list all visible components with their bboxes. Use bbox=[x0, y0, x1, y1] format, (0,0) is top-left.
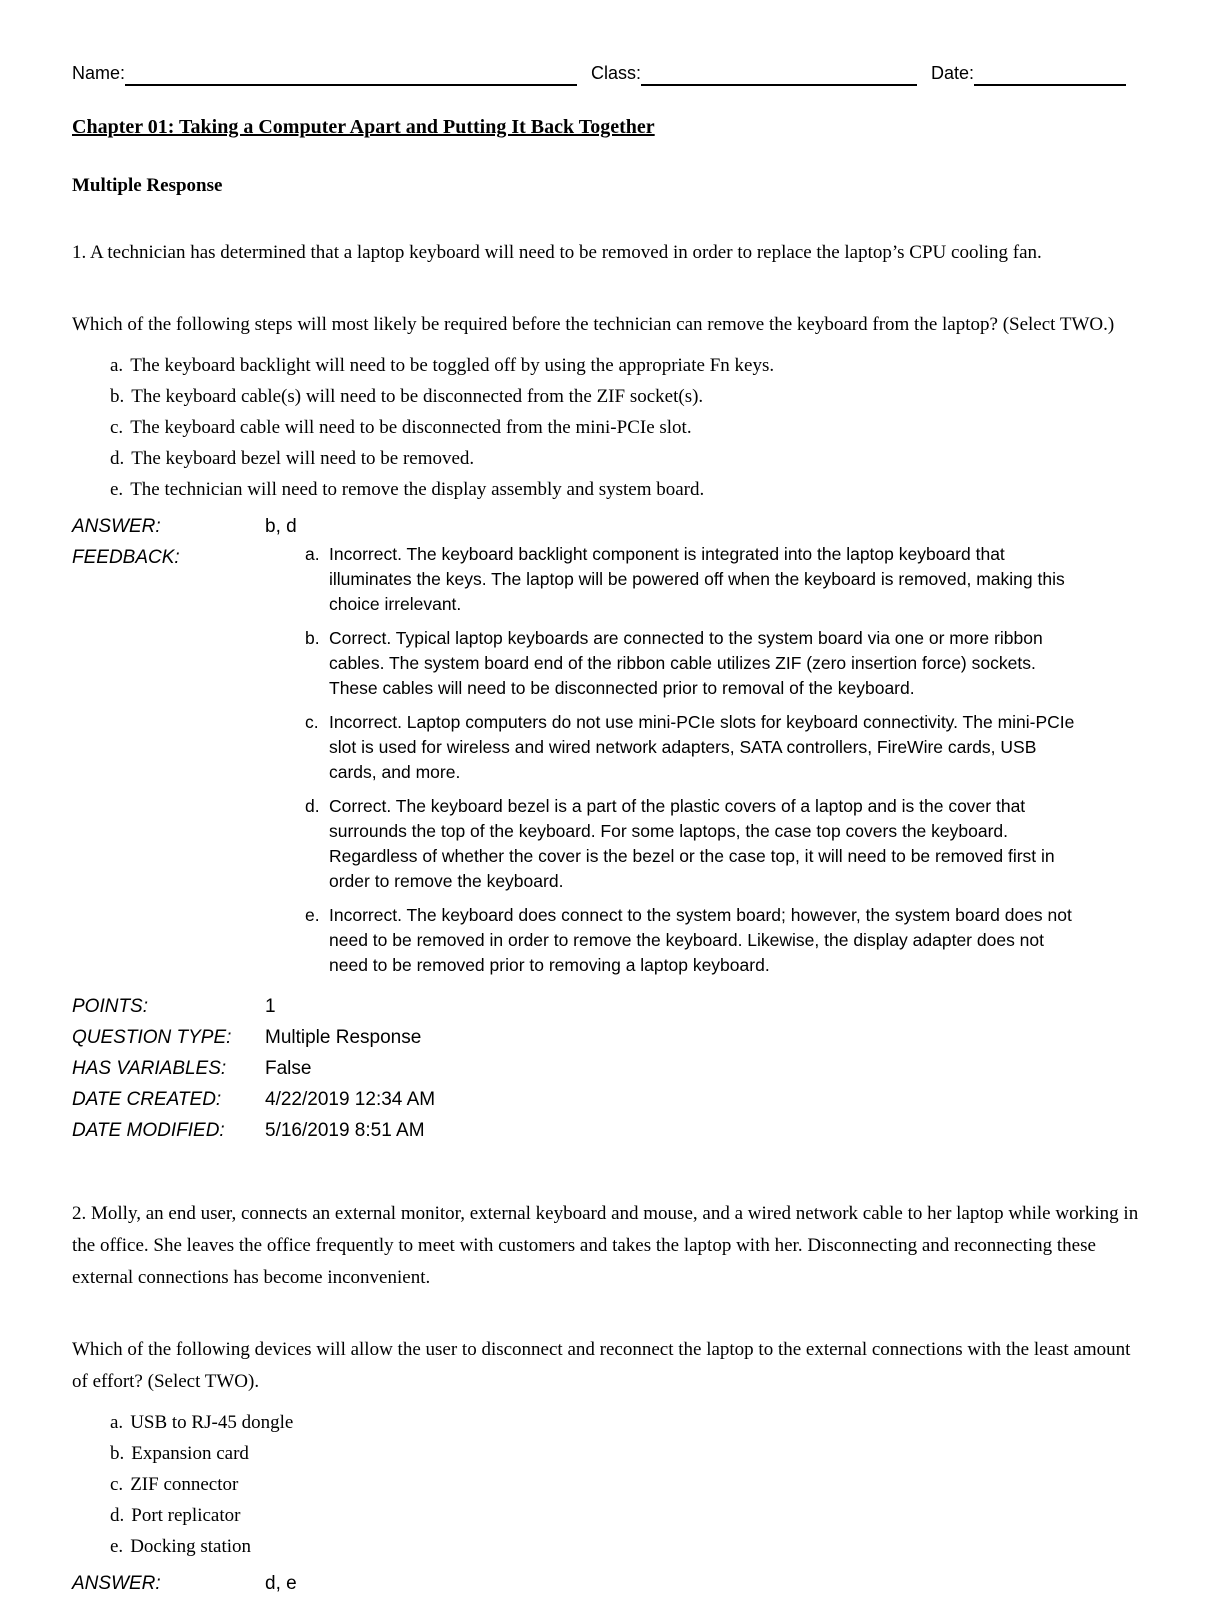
choice-e bbox=[72, 474, 1140, 505]
question-type-row bbox=[72, 1022, 1140, 1053]
answer-label: ANSWER: bbox=[72, 516, 161, 537]
choice-letter: c. bbox=[110, 1474, 124, 1495]
date-modified-row bbox=[72, 1115, 1140, 1146]
name-blank-line bbox=[125, 62, 577, 86]
answer-row bbox=[72, 511, 1140, 542]
choice-text: Expansion card bbox=[131, 1443, 249, 1464]
choice-c bbox=[72, 1469, 1140, 1500]
choice-letter: d. bbox=[110, 448, 125, 469]
question-1 bbox=[72, 237, 1140, 1146]
answer-value: d, e bbox=[265, 1573, 297, 1594]
choice-b bbox=[72, 381, 1140, 412]
feedback-section bbox=[72, 542, 1140, 987]
feedback-text: Incorrect. The keyboard backlight component is integrated into the laptop keyboard that illuminates the keys. The laptop will be powered off when the keyboard is removed, making this choice irrelevant. bbox=[329, 544, 1065, 614]
choice-text: USB to RJ-45 dongle bbox=[130, 1412, 294, 1433]
answer-label: ANSWER: bbox=[72, 1573, 161, 1594]
choice-letter: b. bbox=[110, 1443, 125, 1464]
feedback-item-b bbox=[305, 626, 1087, 701]
choice-d bbox=[72, 1500, 1140, 1531]
feedback-item-e bbox=[305, 903, 1087, 978]
choice-e bbox=[72, 1531, 1140, 1562]
choice-letter: d. bbox=[110, 1505, 125, 1526]
choice-text: Port replicator bbox=[131, 1505, 241, 1526]
choice-text: Docking station bbox=[130, 1536, 252, 1557]
choice-b bbox=[72, 1438, 1140, 1469]
feedback-item-a bbox=[305, 542, 1087, 617]
date-modified-value: 5/16/2019 8:51 AM bbox=[265, 1120, 425, 1141]
choice-d bbox=[72, 443, 1140, 474]
points-row bbox=[72, 991, 1140, 1022]
question-2-stem: 2. Molly, an end user, connects an external monitor, external keyboard and mouse, and a wired network cable to her laptop while working in the office. She leaves the office frequently to meet with customers and takes the laptop with her. Disconnecting and reconnecting these external connections has become inconvenient. bbox=[72, 1203, 1139, 1288]
question-2-prompt: Which of the following devices will allow the user to disconnect and reconnect the laptop to the external connections with the least amount of effort? (Select TWO). bbox=[72, 1339, 1131, 1392]
fill-in-header bbox=[72, 62, 1140, 86]
choice-letter: b. bbox=[110, 386, 125, 407]
date-created-label: DATE CREATED: bbox=[72, 1089, 222, 1110]
feedback-letter: c. bbox=[305, 712, 319, 732]
choice-text: The keyboard cable will need to be disconnected from the mini-PCIe slot. bbox=[130, 417, 692, 438]
choice-text: The keyboard bezel will need to be removed. bbox=[131, 448, 475, 469]
feedback-list bbox=[305, 542, 1087, 987]
choice-letter: e. bbox=[110, 479, 124, 500]
question-1-metadata bbox=[72, 991, 1140, 1146]
choice-letter: e. bbox=[110, 1536, 124, 1557]
choice-text: The technician will need to remove the display assembly and system board. bbox=[130, 479, 705, 500]
name-label: Name: bbox=[72, 63, 126, 83]
section-heading: Multiple Response bbox=[72, 175, 223, 196]
points-label: POINTS: bbox=[72, 996, 149, 1017]
has-variables-label: HAS VARIABLES: bbox=[72, 1058, 227, 1079]
class-label: Class: bbox=[591, 63, 642, 83]
feedback-text: Correct. Typical laptop keyboards are connected to the system board via one or more ribbon cables. The system board end of the ribbon cable utilizes ZIF (zero insertion force) sockets. These cables will need to be disconnected prior to removal of the keyboard. bbox=[329, 628, 1043, 698]
class-blank-line bbox=[641, 62, 917, 86]
feedback-letter: e. bbox=[305, 905, 320, 925]
feedback-label: FEEDBACK: bbox=[72, 547, 180, 568]
choice-text: The keyboard cable(s) will need to be disconnected from the ZIF socket(s). bbox=[131, 386, 704, 407]
feedback-text: Incorrect. Laptop computers do not use mini-PCIe slots for keyboard connectivity. The mini-PCIe slot is used for wireless and wired network adapters, SATA controllers, FireWire cards, USB cards, and more. bbox=[329, 712, 1075, 782]
choice-a bbox=[72, 1407, 1140, 1438]
date-blank-line bbox=[974, 62, 1126, 86]
question-type-value: Multiple Response bbox=[265, 1027, 422, 1048]
question-2-choices bbox=[72, 1407, 1140, 1562]
choice-letter: a. bbox=[110, 355, 124, 376]
choice-c bbox=[72, 412, 1140, 443]
choice-letter: c. bbox=[110, 417, 124, 438]
question-1-stem: 1. A technician has determined that a laptop keyboard will need to be removed in order to replace the laptop’s CPU cooling fan. bbox=[72, 242, 1042, 263]
has-variables-value: False bbox=[265, 1058, 312, 1079]
feedback-item-d bbox=[305, 794, 1087, 894]
feedback-letter: b. bbox=[305, 628, 320, 648]
choice-a bbox=[72, 350, 1140, 381]
question-1-choices bbox=[72, 350, 1140, 505]
feedback-item-c bbox=[305, 710, 1087, 785]
question-type-label: QUESTION TYPE: bbox=[72, 1027, 232, 1048]
feedback-text: Correct. The keyboard bezel is a part of the plastic covers of a laptop and is the cover that surrounds the top of the keyboard. For some laptops, the case top covers the keyboard. Regardless of whether the cover is the bezel or the case top, it will need to be removed first in order to remove the keyboard. bbox=[329, 796, 1055, 891]
feedback-letter: d. bbox=[305, 796, 320, 816]
date-modified-label: DATE MODIFIED: bbox=[72, 1120, 225, 1141]
feedback-letter: a. bbox=[305, 544, 320, 564]
chapter-title: Chapter 01: Taking a Computer Apart and Putting It Back Together bbox=[72, 116, 655, 138]
date-created-value: 4/22/2019 12:34 AM bbox=[265, 1089, 436, 1110]
choice-text: ZIF connector bbox=[130, 1474, 239, 1495]
points-value: 1 bbox=[265, 996, 276, 1017]
date-created-row bbox=[72, 1084, 1140, 1115]
answer-value: b, d bbox=[265, 516, 297, 537]
question-1-prompt: Which of the following steps will most likely be required before the technician can remove the keyboard from the laptop? (Select TWO.) bbox=[72, 314, 1115, 335]
date-label: Date: bbox=[931, 63, 975, 83]
has-variables-row bbox=[72, 1053, 1140, 1084]
feedback-text: Incorrect. The keyboard does connect to the system board; however, the system board does not need to be removed in order to remove the keyboard. Likewise, the display adapter does not need to be removed prior to removing a laptop keyboard. bbox=[329, 905, 1072, 975]
choice-letter: a. bbox=[110, 1412, 124, 1433]
question-2 bbox=[72, 1198, 1140, 1599]
choice-text: The keyboard backlight will need to be toggled off by using the appropriate Fn keys. bbox=[130, 355, 775, 376]
